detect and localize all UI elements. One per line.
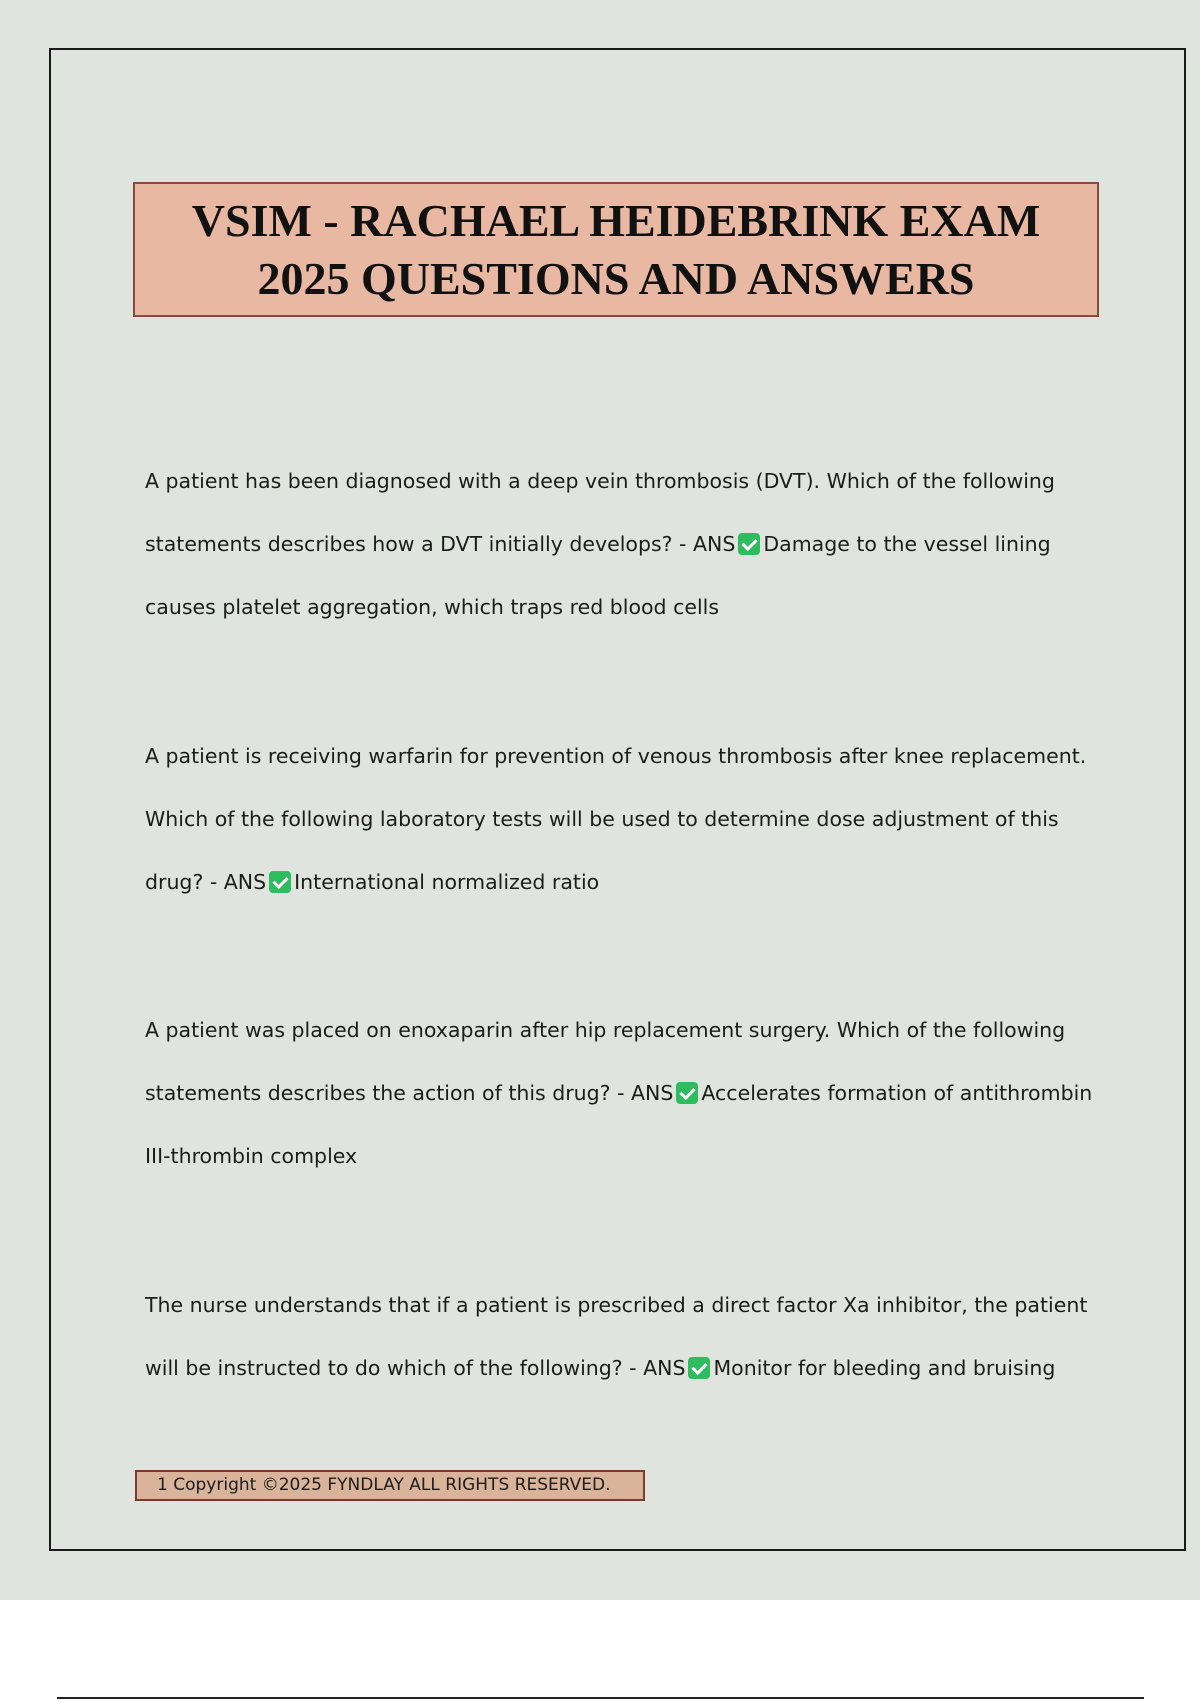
answer-text: Damage to the vessel lining causes platelet aggregation, which traps red blood cells [145,532,1051,619]
title-banner [133,182,1099,317]
qa-item [145,1274,1105,1400]
check-mark-icon [688,1357,710,1379]
copyright-footer [135,1470,645,1501]
answer-text: Monitor for bleeding and bruising [713,1356,1056,1380]
check-mark-icon [269,871,291,893]
question-text: The nurse understands that if a patient is prescribed a direct factor Xa inhibitor, the patient will be instructed to do which of the following? - ANS [145,1293,1088,1380]
answer-text: Accelerates formation of antithrombin III-thrombin complex [145,1081,1093,1168]
question-text: A patient was placed on enoxaparin after hip replacement surgery. Which of the following statements describes the action of this drug? - ANS [145,1018,1066,1105]
question-text: A patient is receiving warfarin for prevention of venous thrombosis after knee replacement. Which of the following laboratory tests will be used to determine dose adjustment of this drug? - ANS [145,744,1087,894]
qa-item [145,450,1105,639]
question-text: A patient has been diagnosed with a deep vein thrombosis (DVT). Which of the following statements describes how a DVT initially develops? - ANS [145,469,1055,556]
divider [57,1697,1144,1699]
check-mark-icon [676,1082,698,1104]
page-number: 1 [157,1475,168,1495]
check-mark-icon [738,533,760,555]
qa-item [145,725,1105,914]
copyright-text: Copyright ©2025 FYNDLAY ALL RIGHTS RESERVED. [173,1475,611,1495]
document-title: VSIM - RACHAEL HEIDEBRINK EXAM 2025 QUESTIONS AND ANSWERS [191,194,1041,304]
qa-item [145,999,1105,1188]
answer-text: International normalized ratio [294,870,600,894]
